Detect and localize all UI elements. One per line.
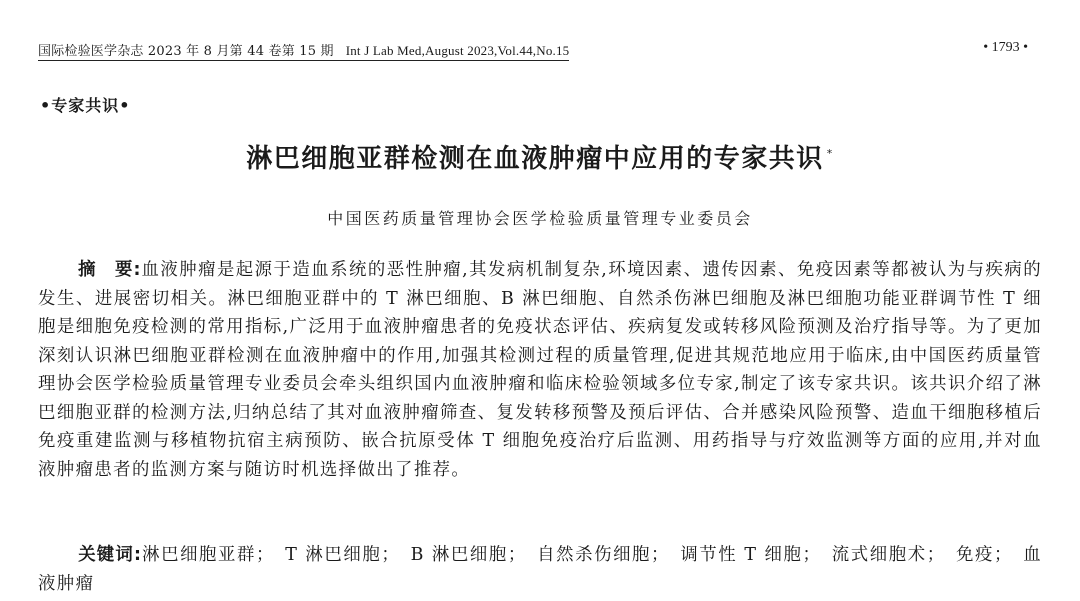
- keyword-separator: ；: [507, 545, 538, 565]
- article-title: [0, 138, 1080, 175]
- keywords-list: [38, 545, 1042, 594]
- journal-cn: 国际检验医学杂志 2023 年 8 月第 44 卷第 15 期: [38, 44, 334, 59]
- keyword-separator: ；: [993, 545, 1024, 565]
- running-header: [38, 40, 1042, 60]
- section-tag: •专家共识•: [40, 96, 131, 115]
- keywords-label: 关键词:: [78, 545, 142, 565]
- keyword-item: 血液肿瘤: [38, 545, 1043, 594]
- keywords: [38, 541, 1042, 598]
- keyword-item: 流式细胞术: [831, 545, 927, 565]
- keyword-item: 淋巴细胞亚群: [141, 545, 256, 565]
- abstract-text: 血液肿瘤是起源于造血系统的恶性肿瘤,其发病机制复杂,环境因素、遗传因素、免疫因素等都被认为与疾病的发生、进展密切相关。淋巴细胞亚群中的 T 淋巴细胞、B 淋巴细胞、自然杀伤淋巴细胞及淋巴细胞功能亚群调节性 T 细胞是细胞免疫检测的常用指标,广泛用于血液肿瘤患者的免疫状态评估、疾病复发或转移风险预测及治疗指导等。为了更加深刻认识淋巴细胞亚群检测在血液肿瘤中的作用,加强其检测过程的质量管理,促进其规范地应用于临床,由中国医药质量管理协会医学检验质量管理专业委员会牵头组织国内血液肿瘤和临床检验领域多位专家,制定了该专家共识。该共识介绍了淋巴细胞亚群的检测方法,归纳总结了其对血液肿瘤筛查、复发转移预警及预后评估、合并感染风险预警、造血干细胞移植后免疫重建监测与移植物抗宿主病预防、嵌合抗原受体 T 细胞免疫治疗后监测、用药指导与疗效监测等方面的应用,并对血液肿瘤患者的监测方案与随访时机选择做出了推荐。: [38, 260, 1042, 480]
- keyword-separator: ；: [256, 545, 286, 565]
- title-text: 淋巴细胞亚群检测在血液肿瘤中应用的专家共识: [246, 144, 824, 174]
- keyword-item: 自然杀伤细胞: [537, 545, 652, 565]
- keyword-separator: ；: [381, 545, 411, 565]
- keyword-item: T 淋巴细胞: [285, 545, 382, 565]
- abstract-label: 摘 要:: [78, 260, 142, 280]
- keyword-item: B 淋巴细胞: [410, 545, 508, 565]
- journal-en: Int J Lab Med,August 2023,Vol.44,No.15: [345, 43, 570, 58]
- page-number: • 1793 •: [983, 40, 1028, 55]
- keyword-separator: ；: [651, 545, 681, 565]
- keyword-item: 免疫: [955, 545, 994, 565]
- keyword-separator: ；: [802, 545, 832, 565]
- keyword-item: 调节性 T 细胞: [680, 545, 803, 565]
- journal-citation: [38, 40, 569, 61]
- abstract: [38, 256, 1042, 484]
- author-group: 中国医药质量管理协会医学检验质量管理专业委员会: [327, 209, 753, 228]
- title-footnote-mark: *: [826, 147, 834, 161]
- keyword-separator: ；: [926, 545, 956, 565]
